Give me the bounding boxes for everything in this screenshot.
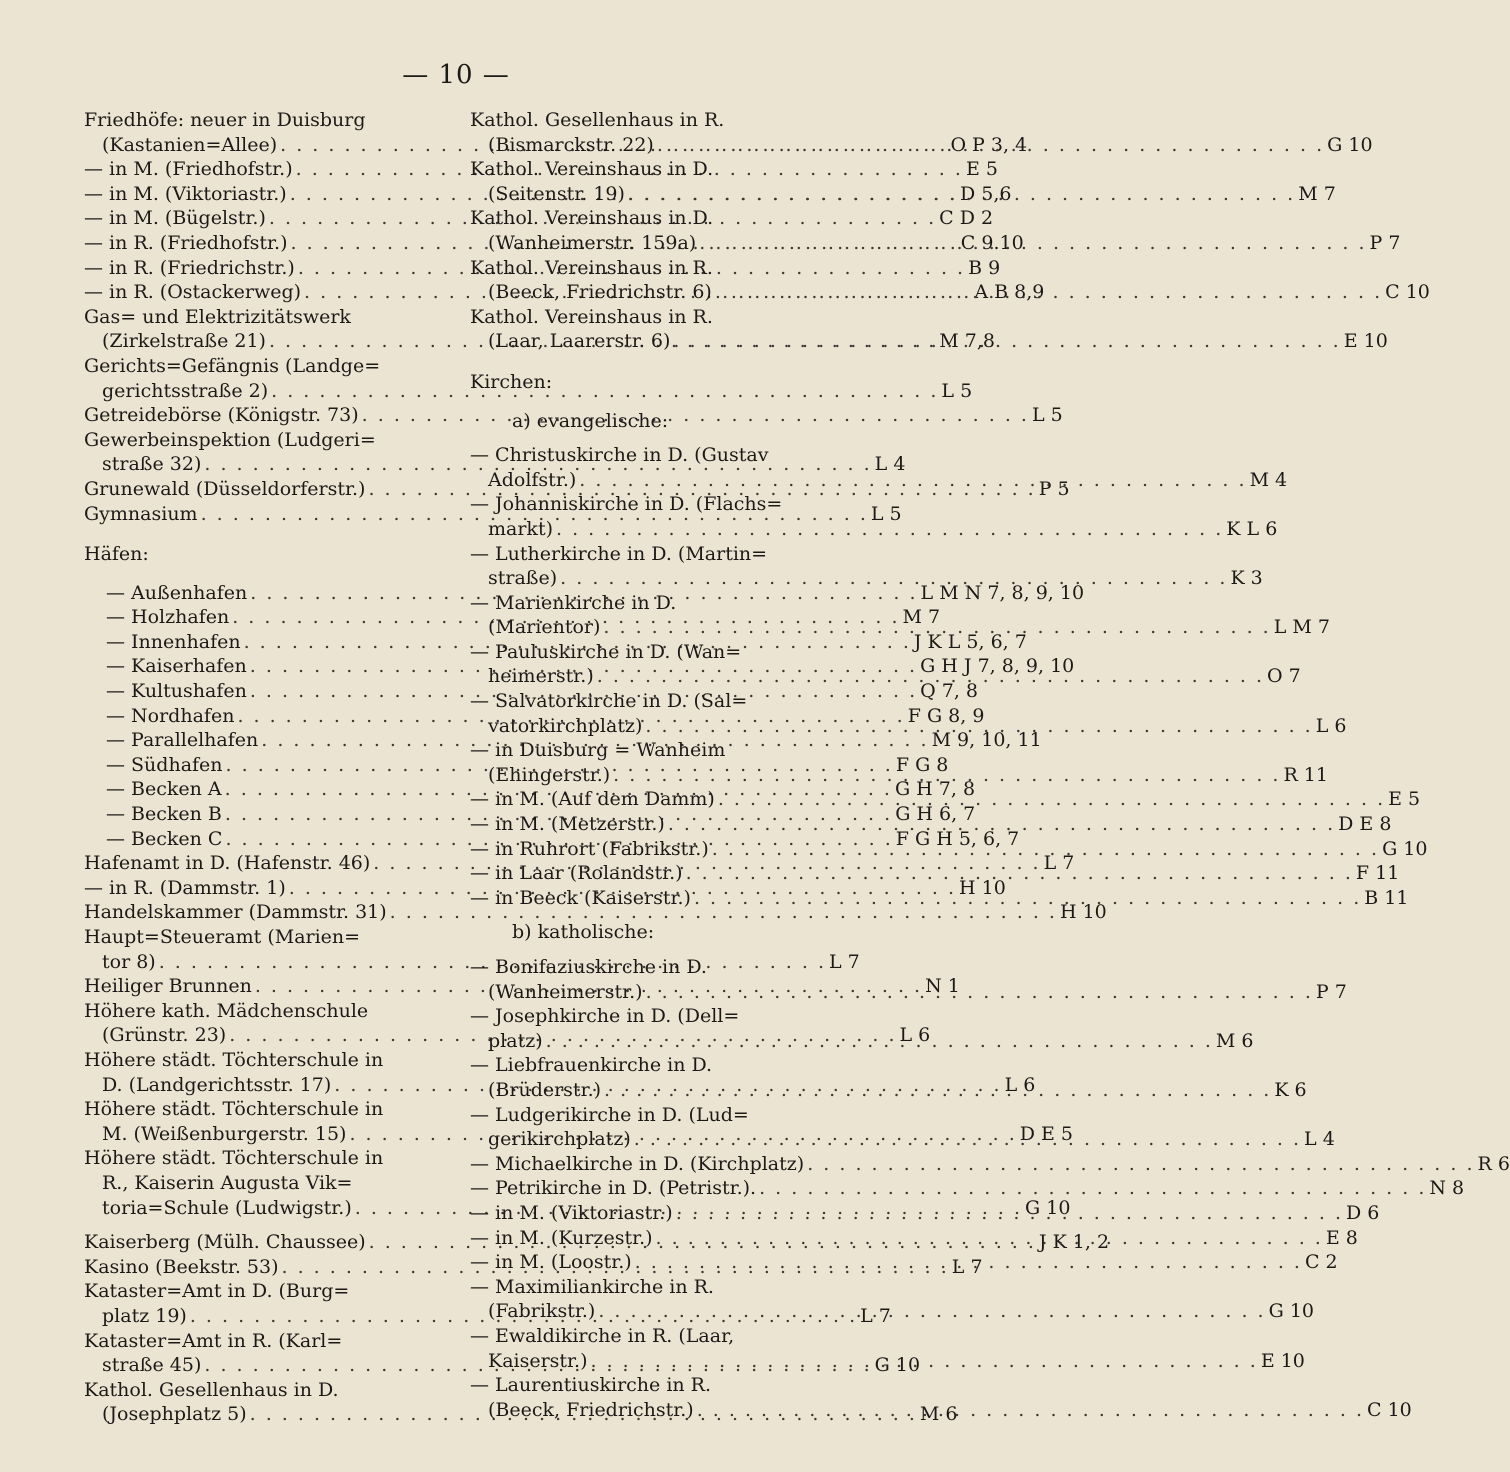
entry-text: — Maximiliankirche in R. — [470, 1275, 714, 1298]
entry-text: — in Ruhrort (Fabrikstr.) — [470, 837, 709, 860]
index-entry-line — [470, 542, 830, 567]
entry-text: M. (Weißenburgerstr. 15) — [102, 1122, 347, 1145]
entry-text: — Petrikirche in D. (Petristr.). — [470, 1177, 757, 1200]
entry-text: Kathol. Gesellenhaus in R. — [470, 109, 725, 131]
index-entry-line — [84, 999, 452, 1024]
index-entry-line — [84, 925, 452, 950]
dot-leader — [594, 664, 1267, 689]
entry-text: Höhere städt. Töchterschule in — [84, 1048, 384, 1071]
index-entry-line — [84, 1048, 452, 1073]
grid-reference: L 4 — [1304, 1128, 1335, 1151]
index-entry-line — [470, 566, 1263, 591]
dot-leader — [543, 1029, 1216, 1054]
index-entry-line — [470, 689, 830, 714]
entry-text: — in R. (Friedhofstr.) — [84, 231, 288, 254]
grid-reference: F G H 5, 6, 7 — [895, 827, 1020, 850]
entry-text: — in Beeck (Kaiserstr.) — [470, 886, 691, 909]
index-entry-line — [470, 157, 830, 182]
entry-text: — in M. (Viktoriastr.) — [470, 1201, 673, 1224]
entry-text: (Wanheimerstr. 159a) — [488, 231, 697, 254]
grid-reference: E 5 — [965, 158, 998, 181]
entry-text: a) evangelische: — [512, 409, 669, 432]
grid-reference: L 6 — [1315, 714, 1347, 737]
dot-leader — [625, 182, 1298, 207]
dot-leader — [610, 763, 1283, 788]
entry-text: Kasino (Beekstr. 53) — [84, 1255, 279, 1278]
dot-leader — [691, 886, 1364, 911]
entry-text: — Lutherkirche in D. (Martin= — [470, 542, 768, 565]
grid-reference: R 6 — [1477, 1152, 1510, 1175]
entry-text: straße 45) — [102, 1354, 202, 1377]
entry-text: — Kaiserhafen — [106, 655, 247, 678]
entry-text: — Laurentiuskirche in R. — [470, 1374, 712, 1397]
entry-text: Kathol. Vereinshaus in D. — [470, 207, 714, 230]
dot-leader — [670, 329, 1343, 354]
grid-reference: M 7 — [902, 606, 941, 629]
entry-text: — in Laar (Rolandstr.) — [470, 862, 683, 885]
index-entry-line — [470, 640, 830, 665]
section-heading — [84, 542, 452, 567]
grid-reference: O P 3, 4 — [950, 133, 1028, 156]
grid-reference: K 3 — [1230, 567, 1263, 590]
entry-text: Kataster=Amt in D. (Burg= — [84, 1280, 350, 1303]
entry-text: — Kultushafen — [106, 680, 247, 703]
grid-reference: C 9.10 — [960, 231, 1024, 254]
entry-text: Höhere städt. Töchterschule in — [84, 1098, 384, 1121]
entry-text: Höhere städt. Töchterschule in — [84, 1147, 384, 1170]
entry-text: Hafenamt in D. (Hafenstr. 46) — [84, 852, 371, 875]
grid-reference: N 8 — [1429, 1177, 1465, 1200]
grid-reference: F 11 — [1355, 862, 1400, 885]
entry-text: (Kastanien=Allee) — [102, 133, 278, 156]
index-entry-line — [470, 1275, 830, 1300]
entry-text: (Zirkelstraße 21) — [102, 330, 266, 353]
grid-reference: C 10 — [1385, 281, 1430, 304]
grid-reference: J K 1, 2 — [1038, 1231, 1110, 1254]
grid-reference: G H 6, 7 — [895, 803, 976, 826]
grid-reference: J K L 5, 6, 7 — [913, 630, 1027, 653]
entry-text: — Liebfrauenkirche in D. — [470, 1054, 713, 1077]
entry-text: (Beeck, Friedrichstr. 6) — [488, 281, 712, 304]
index-entry-line — [470, 256, 830, 281]
entry-text: (Seitenstr. 19) — [488, 182, 625, 205]
grid-reference: Q 7, 8 — [920, 680, 979, 703]
entry-text: platz) — [488, 1029, 543, 1052]
subsection-heading — [470, 920, 830, 945]
grid-reference: G 10 — [1025, 1196, 1071, 1219]
subsection-heading — [470, 409, 830, 434]
dot-leader — [696, 231, 1369, 256]
entry-text: — in M. (Kurzestr.) — [470, 1226, 653, 1249]
dot-leader — [643, 980, 1316, 1005]
entry-text: Kaiserstr.) — [488, 1349, 588, 1372]
dot-leader — [709, 837, 1382, 862]
index-entry-line — [84, 1171, 452, 1196]
dot-leader — [557, 566, 1230, 591]
dot-leader — [632, 1250, 1305, 1275]
entry-text: (Grünstr. 23) — [102, 1024, 227, 1047]
grid-reference: L 7 — [860, 1304, 891, 1327]
entry-text: — Ewaldikirche in R. (Laar, — [470, 1324, 735, 1347]
grid-reference: M 4 — [1249, 468, 1288, 491]
grid-reference: M 6 — [919, 1403, 958, 1426]
entry-text: — Pauluskirche in D. (Wan= — [470, 640, 742, 663]
grid-reference: M 9, 10, 11 — [931, 729, 1042, 752]
grid-reference: C D 2 — [939, 207, 994, 230]
index-entry-line — [470, 615, 1330, 640]
entry-text: (Wanheimerstr.) — [488, 980, 643, 1003]
grid-reference: H 10 — [1059, 901, 1107, 924]
entry-text: — in R. (Friedrichstr.) — [84, 256, 295, 279]
grid-reference: D E 8 — [1338, 813, 1392, 836]
dot-leader — [601, 1078, 1274, 1103]
grid-reference: E 10 — [1343, 330, 1388, 353]
dot-leader — [595, 1299, 1268, 1324]
entry-text: Grunewald (Düsseldorferstr.) — [84, 477, 366, 500]
index-entry-line — [470, 591, 830, 616]
dot-leader — [576, 468, 1249, 493]
entry-text: Höhere kath. Mädchenschule — [84, 999, 369, 1022]
entry-text: — Johanniskirche in D. (Flachs= — [470, 493, 783, 516]
entry-text: R., Kaiserin Augusta Vik= — [102, 1171, 353, 1194]
entry-text: — in R. (Dammstr. 1) — [84, 876, 286, 899]
grid-reference: P 7 — [1315, 980, 1347, 1003]
index-entry-line — [470, 517, 1278, 542]
entry-text: — in M. (Bügelstr.) — [84, 207, 266, 230]
index-entry-line — [84, 108, 452, 133]
entry-text: — in M. (Auf dem Damm) — [470, 788, 715, 811]
grid-reference: E 5 — [1388, 788, 1421, 811]
grid-reference: L 6 — [1004, 1073, 1036, 1096]
grid-reference: E 8 — [1325, 1226, 1358, 1249]
index-entry-line — [84, 1279, 452, 1304]
entry-text: — Nordhafen — [106, 704, 235, 727]
dot-leader — [631, 1127, 1304, 1152]
grid-reference: L 7 — [951, 1255, 983, 1278]
entry-text: — Salvatorkirche in D. (Sal= — [470, 690, 748, 713]
entry-text: b) katholische: — [512, 921, 655, 944]
grid-reference: G 10 — [1382, 837, 1428, 860]
grid-reference: G H J 7, 8, 9, 10 — [920, 655, 1075, 678]
index-entry-line — [470, 305, 830, 330]
entry-text: (Beeck, Friedrichstr.) — [488, 1398, 694, 1421]
grid-reference: D 6 — [1346, 1201, 1380, 1224]
entry-text: — Josephkirche in D. (Dell= — [470, 1005, 740, 1028]
dot-leader — [756, 1176, 1429, 1201]
index-entry-line — [470, 1176, 1465, 1201]
entry-text: tor 8) — [102, 950, 156, 973]
entry-text: — in M. (Metzerstr.) — [470, 813, 665, 836]
entry-text: (Brüderstr.) — [488, 1078, 602, 1101]
entry-text: — in M. (Loostr.) — [470, 1251, 632, 1274]
dot-leader — [673, 1201, 1346, 1226]
grid-reference: B 11 — [1364, 886, 1409, 909]
entry-text: Heiliger Brunnen — [84, 975, 252, 998]
grid-reference: H 10 — [959, 876, 1006, 899]
dot-leader — [715, 787, 1388, 812]
grid-reference: D E 5 — [1019, 1122, 1074, 1145]
grid-reference: K L 6 — [1226, 517, 1278, 540]
index-entry-line — [470, 1004, 830, 1029]
entry-text: — in R. (Ostackerweg) — [84, 281, 302, 304]
entry-text: Gymnasium — [84, 502, 198, 525]
grid-reference: L 5 — [941, 379, 973, 402]
grid-reference: L 5 — [1031, 404, 1063, 427]
grid-reference: F G 8, 9 — [907, 704, 985, 727]
dot-leader — [654, 133, 1327, 158]
entry-text: Adolfstr.) — [488, 468, 577, 491]
grid-reference: L 5 — [870, 502, 902, 525]
index-entry-line — [470, 108, 830, 133]
entry-text: — in M. (Friedhofstr.) — [84, 158, 293, 181]
dot-leader — [683, 861, 1356, 886]
index-entry-line — [470, 738, 830, 763]
entry-text: Kathol. Vereinshaus in R. — [470, 305, 713, 328]
entry-text: gerikirchplatz) — [488, 1128, 631, 1151]
entry-text: — Bonifaziuskirche in D. — [470, 956, 707, 978]
grid-reference: L 6 — [899, 1024, 931, 1047]
grid-reference: L 7 — [829, 950, 860, 973]
entry-text: Gas= und Elektrizitätswerk — [84, 305, 351, 328]
entry-text: (Fabrikstr.) — [488, 1300, 596, 1323]
index-entry-line — [470, 206, 830, 231]
grid-reference: G 10 — [1268, 1300, 1315, 1323]
index-entry-line — [470, 1324, 830, 1349]
entry-text: Kathol. Gesellenhaus in D. — [84, 1378, 339, 1401]
grid-reference: L 4 — [874, 453, 906, 476]
entry-text: gerichtsstraße 2) — [102, 379, 269, 402]
section-heading — [470, 370, 830, 395]
entry-text: Kathol. Vereinshaus in D. — [470, 158, 714, 181]
grid-reference: L M N 7, 8, 9, 10 — [920, 581, 1085, 604]
grid-reference: G 10 — [874, 1354, 921, 1377]
grid-reference: P 5 — [1038, 477, 1070, 500]
grid-reference: L M 7 — [1273, 616, 1330, 639]
entry-text: (Bismarckstr. 22) — [488, 133, 654, 156]
entry-text: — Innenhafen — [106, 630, 241, 653]
dot-leader — [653, 1226, 1326, 1251]
grid-reference: L 7 — [1043, 852, 1075, 875]
entry-text: — Becken A — [106, 778, 222, 801]
index-entry-line — [470, 1152, 1510, 1177]
dot-leader — [712, 280, 1385, 305]
grid-reference: C 10 — [1367, 1398, 1412, 1421]
entry-text: (Josephplatz 5) — [102, 1403, 247, 1426]
entry-text: — Becken C — [106, 827, 223, 850]
index-entry-line — [470, 1103, 830, 1128]
index-entry-line — [470, 492, 830, 517]
entry-text: — Südhafen — [106, 753, 223, 776]
entry-text: Gewerbeinspektion (Ludgeri= — [84, 428, 376, 451]
dot-leader — [588, 1349, 1261, 1374]
index-entry-line — [470, 1373, 830, 1398]
entry-text: Kaiserberg (Mülh. Chaussee) — [84, 1231, 366, 1254]
grid-reference: M 6 — [1215, 1029, 1254, 1052]
entry-text: — Holzhafen — [106, 606, 230, 629]
dot-leader — [804, 1152, 1477, 1177]
entry-text: vatorkirchplatz) — [488, 714, 643, 737]
grid-reference: C 2 — [1304, 1251, 1338, 1274]
dot-leader — [694, 1398, 1367, 1423]
entry-text: Handelskammer (Dammstr. 31) — [84, 901, 387, 924]
grid-reference: N 1 — [925, 975, 960, 998]
entry-text: Gerichts=Gefängnis (Landge= — [84, 354, 381, 377]
index-entry-line — [84, 428, 452, 453]
index-entry-line — [470, 1053, 830, 1078]
index-entry-line — [84, 1329, 452, 1354]
dot-leader — [642, 714, 1315, 739]
grid-reference: E 10 — [1260, 1349, 1305, 1372]
entry-text: Häfen: — [84, 543, 149, 566]
entry-text: markt) — [488, 517, 553, 540]
index-entry-line — [84, 1378, 452, 1403]
entry-text: Kathol. Vereinshaus in R. — [470, 256, 713, 279]
entry-text: Kataster=Amt in R. (Karl= — [84, 1329, 343, 1352]
entry-text: — Christuskirche in D. (Gustav — [470, 444, 769, 467]
entry-text: — Marienkirche in D. — [470, 591, 677, 614]
entry-text: (Ehingerstr.) — [488, 763, 611, 786]
grid-reference: B 9 — [968, 256, 1001, 279]
index-entry-line — [84, 354, 452, 379]
index-entry-line — [470, 955, 830, 980]
index-entry-line — [84, 1097, 452, 1122]
entry-text: straße) — [488, 567, 558, 590]
entry-text: heimerstr.) — [488, 665, 594, 688]
entry-text: Haupt=Steueramt (Marien= — [84, 926, 361, 948]
grid-reference: G H 7, 8 — [894, 778, 976, 801]
entry-text: D. (Landgerichtsstr. 17) — [102, 1073, 332, 1096]
grid-reference: D 5,6 — [960, 182, 1012, 205]
grid-reference: O 7 — [1267, 665, 1301, 688]
grid-reference: K 6 — [1274, 1078, 1307, 1101]
entry-text: Kirchen: — [470, 370, 553, 393]
grid-reference: A B 8,9 — [974, 281, 1045, 304]
entry-text: Friedhöfe: neuer in Duisburg — [84, 109, 366, 131]
entry-text: (Laar, Laarerstr. 6) — [488, 330, 671, 353]
page-number: — 10 — — [402, 60, 510, 90]
entry-text: — Becken B — [106, 803, 222, 826]
index-entry-line — [84, 1146, 452, 1171]
entry-text: — Michaelkirche in D. (Kirchplatz) — [470, 1152, 805, 1175]
grid-reference: R 11 — [1283, 763, 1328, 786]
entry-text: Getreidebörse (Königstr. 73) — [84, 404, 359, 427]
dot-leader — [665, 812, 1338, 837]
entry-text: platz 19) — [102, 1304, 187, 1327]
entry-text: (Marientor) — [488, 616, 601, 639]
entry-text: — Außenhafen — [106, 581, 248, 604]
entry-text: — in M. (Viktoriastr.) — [84, 182, 287, 205]
dot-leader — [553, 517, 1226, 542]
index-entry-line — [84, 305, 452, 330]
index-entry-line — [84, 900, 1107, 925]
grid-reference: M 7,8 — [939, 330, 995, 353]
entry-text: — Ludgerikirche in D. (Lud= — [470, 1103, 749, 1126]
grid-reference: G 10 — [1327, 133, 1373, 156]
grid-reference: F G 8 — [895, 753, 949, 776]
entry-text: — in Duisburg = Wanheim — [470, 739, 726, 762]
index-entry-line — [470, 443, 830, 468]
entry-text: straße 32) — [102, 453, 202, 476]
entry-text: toria=Schule (Ludwigstr.) — [102, 1196, 352, 1219]
grid-reference: P 7 — [1369, 231, 1401, 254]
entry-text: — Parallelhafen — [106, 729, 259, 752]
dot-leader — [600, 615, 1273, 640]
grid-reference: M 7 — [1298, 182, 1336, 205]
